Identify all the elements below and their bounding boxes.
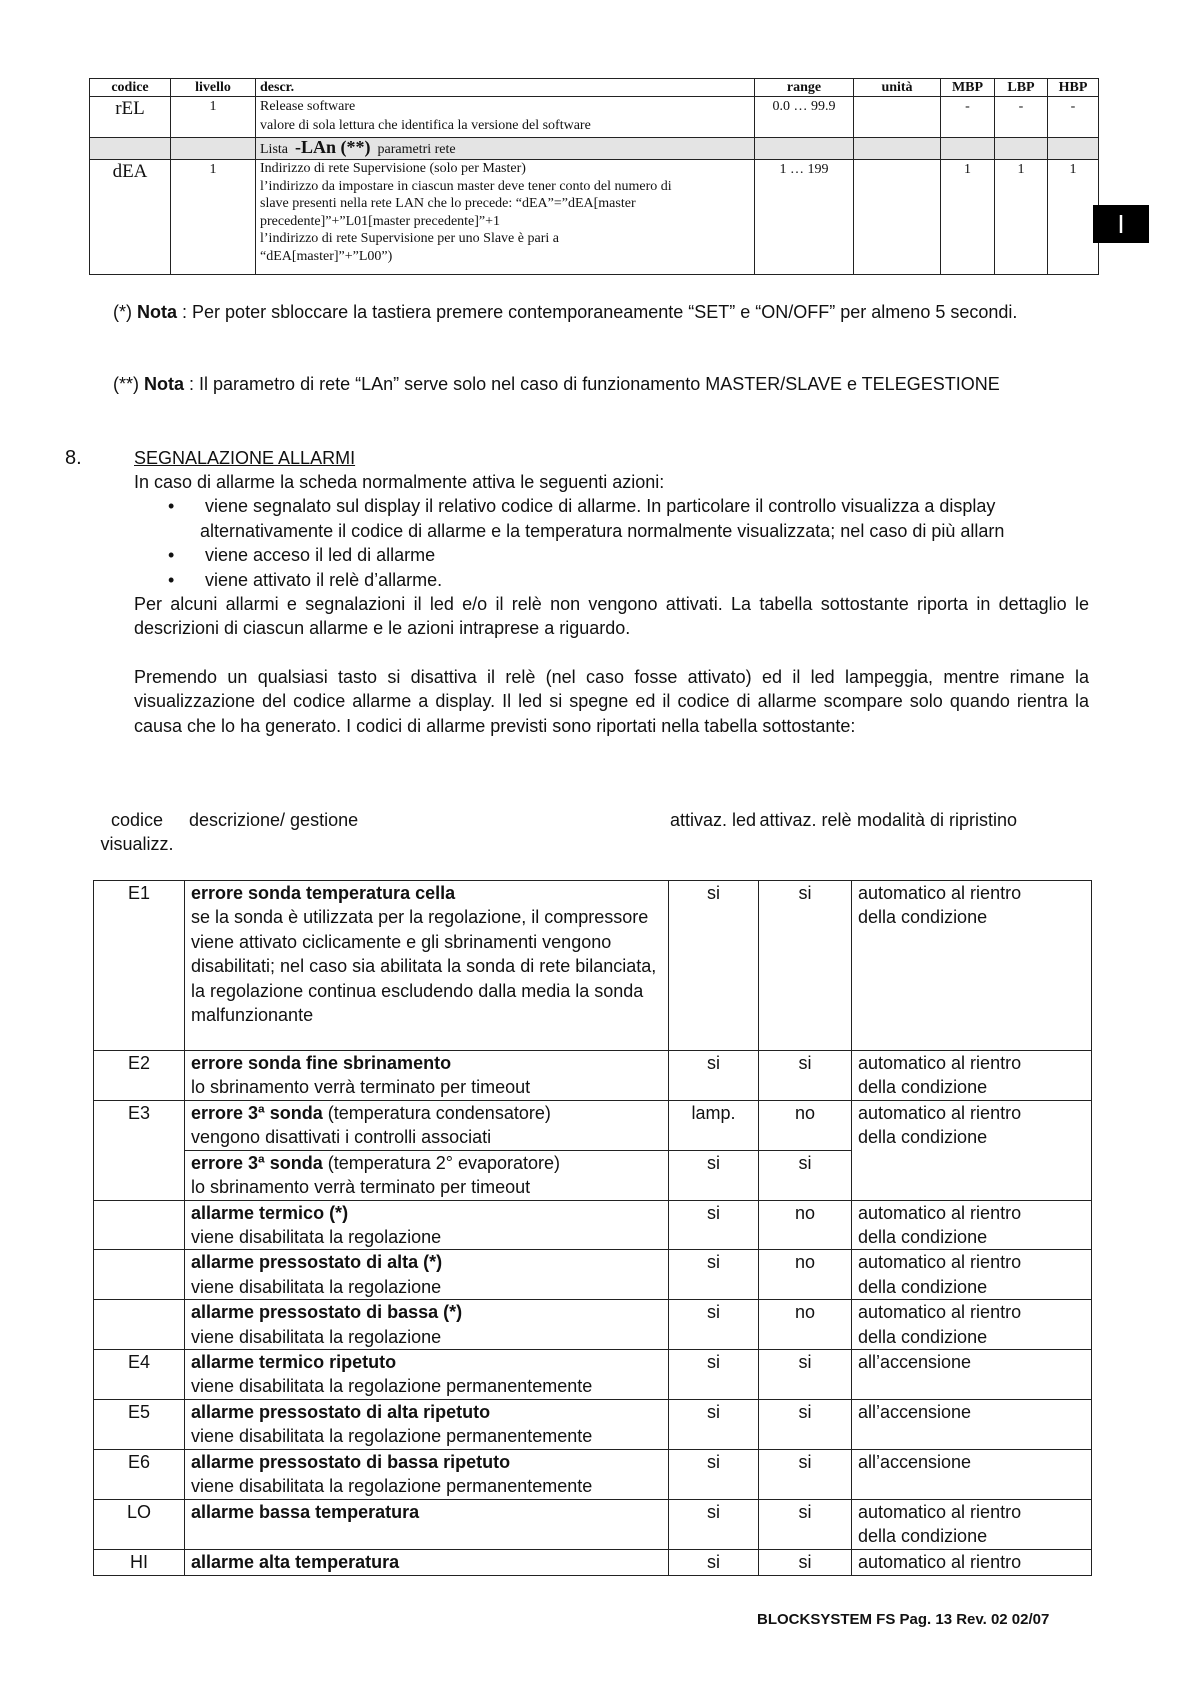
alarm-reset-mode: automatico al rientro <box>852 1549 1092 1575</box>
alarm-rele: si <box>759 881 852 1051</box>
alarm-led: si <box>669 1350 759 1400</box>
alarm-title: allarme termico ripetuto <box>191 1352 397 1373</box>
table-row <box>94 1449 1092 1499</box>
alarm-description <box>185 1250 669 1300</box>
alarm-led: lamp. <box>669 1100 759 1150</box>
param-hbp: 1 <box>1048 160 1099 275</box>
table-row <box>90 160 1099 275</box>
alarm-led: si <box>669 1449 759 1499</box>
alarm-handling: lo sbrinamento verrà terminato per timeout <box>191 1077 531 1098</box>
parameter-table <box>89 78 1099 275</box>
alarm-title: errore sonda fine sbrinamento <box>191 1053 452 1073</box>
parameter-table-header <box>90 79 1099 97</box>
alarm-reset-mode: automatico al rientro della condizione <box>852 1499 1092 1549</box>
alarm-reset-mode: all’accensione <box>852 1399 1092 1449</box>
description-line: Indirizzo di rete Supervisione (solo per Master) <box>260 161 526 176</box>
alarm-rele: no <box>759 1200 852 1250</box>
alarm-rele: si <box>759 1499 852 1549</box>
group-suffix: parametri rete <box>377 142 456 157</box>
alarm-reset-mode: automatico al rientro della condizione <box>852 1100 1092 1200</box>
alarm-handling: viene disabilitata la regolazione permanentemente <box>191 1476 593 1497</box>
header-livello: livello <box>171 79 256 97</box>
alarm-handling: viene disabilitata la regolazione permanentemente <box>191 1376 593 1397</box>
alarm-description <box>185 1200 669 1250</box>
alarm-description <box>185 1350 669 1400</box>
alarm-reset-mode: automatico al rientro della condizione <box>852 1051 1092 1101</box>
paragraph: Per alcuni allarmi e segnalazioni il led e/o il relè non vengono attivati. La tabella sottostante riporta in dettaglio le descrizioni di ciascun allarme e le azioni intraprese a riguardo. <box>134 594 1089 639</box>
alarm-description <box>185 1399 669 1449</box>
note-label: Nota <box>144 374 185 394</box>
note-lan-parameter <box>113 372 1073 396</box>
param-mbp: - <box>941 97 995 138</box>
header-lbp: LBP <box>995 79 1048 97</box>
note-keyboard-unlock <box>113 300 1073 324</box>
alarm-rele: si <box>759 1051 852 1101</box>
alarm-rele: si <box>759 1549 852 1575</box>
table-row <box>94 1100 1092 1150</box>
alarm-code <box>94 1300 185 1350</box>
table-row <box>94 1499 1092 1549</box>
note-text: : Il parametro di rete “LAn” serve solo nel caso di funzionamento MASTER/SLAVE e TELEGESTIONE <box>189 374 1000 394</box>
alarm-title: allarme pressostato di bassa (*) <box>191 1302 463 1323</box>
alarm-rele: no <box>759 1100 852 1150</box>
action-list <box>134 494 1089 592</box>
alarm-led: si <box>669 1200 759 1250</box>
alarm-description <box>185 1100 669 1150</box>
section-number: 8. <box>65 447 82 469</box>
alarm-code: LO <box>94 1499 185 1549</box>
param-description <box>256 97 755 138</box>
alarm-description <box>185 1499 669 1549</box>
group-row <box>90 138 1099 160</box>
alarm-rele: si <box>759 1399 852 1449</box>
description-line: l’indirizzo di rete Supervisione per uno Slave è pari a <box>260 231 559 246</box>
header-reset: modalità di ripristino <box>857 810 1018 830</box>
param-range: 1 … 199 <box>755 160 854 275</box>
list-item <box>134 494 1169 543</box>
alarm-handling: se la sonda è utilizzata per la regolazione, il compressore viene attivato ciclicamente e gli sbrinamenti vengono disabilitati; nel caso sia abilitata la sonda di rete bilanciata, la regolazione continua escludendo dalla media la sonda malfunzionante <box>191 907 657 1026</box>
list-item: • viene attivato il relè d’allarme. <box>134 568 1095 592</box>
alarm-led: si <box>669 881 759 1051</box>
alarm-code <box>94 1200 185 1250</box>
alarm-rele: si <box>759 1150 852 1200</box>
param-unit <box>854 160 941 275</box>
alarm-reset-mode: automatico al rientro della condizione <box>852 1300 1092 1350</box>
section-tab-marker: I <box>1093 205 1149 243</box>
group-prefix: Lista <box>260 142 288 157</box>
alarm-description <box>185 1300 669 1350</box>
group-label <box>256 138 755 160</box>
table-row <box>94 1300 1092 1350</box>
alarm-code: E6 <box>94 1449 185 1499</box>
param-description <box>256 160 755 275</box>
note-prefix: (*) <box>113 302 132 322</box>
alarm-led: si <box>669 1150 759 1200</box>
alarm-title: allarme bassa temperatura <box>191 1501 420 1522</box>
header-unita: unità <box>854 79 941 97</box>
alarm-handling: viene disabilitata la regolazione <box>191 1326 442 1347</box>
paragraph: Premendo un qualsiasi tasto si disattiva il relè (nel caso fosse attivato) ed il led lampeggia, mentre rimane la visualizzazione del codice allarme a display. Il led si spegne ed il codice di allarme scompare solo quando rientra la causa che lo ha generato. I codici di allarme previsti sono riportati nella tabella sottostante: <box>134 666 1089 736</box>
table-row <box>94 1250 1092 1300</box>
alarm-rele: si <box>759 1350 852 1400</box>
note-label: Nota <box>137 302 178 322</box>
table-row <box>94 881 1092 1051</box>
alarm-reset-mode: automatico al rientro della condizione <box>852 1250 1092 1300</box>
alarm-code: E5 <box>94 1399 185 1449</box>
table-row <box>94 1399 1092 1449</box>
list-item-text: alternativamente il codice di allarme e la temperatura normalmente visualizzata; nel caso di più allarn <box>200 520 1005 541</box>
note-text: : Per poter sbloccare la tastiera premere contemporaneamente “SET” e “ON/OFF” per almeno 5 secondi. <box>182 302 1018 322</box>
param-lbp: - <box>995 97 1048 138</box>
param-unit <box>854 97 941 138</box>
table-row <box>94 1200 1092 1250</box>
header-mbp: MBP <box>941 79 995 97</box>
section-title: SEGNALAZIONE ALLARMI <box>134 448 356 468</box>
alarm-title: allarme alta temperatura <box>191 1551 400 1572</box>
section-intro: In caso di allarme la scheda normalmente attiva le seguenti azioni: <box>134 472 665 492</box>
group-name: -LAn (**) <box>295 137 371 157</box>
table-row <box>94 1350 1092 1400</box>
alarm-title: allarme pressostato di alta ripetuto <box>191 1401 491 1422</box>
description-line: l’indirizzo da impostare in ciascun master deve tener conto del numero di <box>260 178 672 194</box>
alarm-led: si <box>669 1399 759 1449</box>
list-item: • viene acceso il led di allarme <box>134 543 1095 567</box>
header-hbp: HBP <box>1048 79 1099 97</box>
alarm-description <box>185 881 669 1051</box>
description-line: Release software <box>260 99 356 114</box>
alarm-led: si <box>669 1051 759 1101</box>
param-lbp: 1 <box>995 160 1048 275</box>
alarm-handling: viene disabilitata la regolazione permanentemente <box>191 1426 593 1447</box>
alarm-title: allarme termico (*) <box>191 1202 349 1223</box>
table-row <box>94 1549 1092 1575</box>
alarm-led: si <box>669 1300 759 1350</box>
alarm-handling: viene disabilitata la regolazione <box>191 1276 442 1297</box>
description-line: slave presenti nella rete LAN che lo precede: “dEA”=”dEA[master <box>260 196 636 211</box>
alarm-reset-mode: automatico al rientro della condizione <box>852 881 1092 1051</box>
alarm-title-detail: (temperatura condensatore) <box>322 1102 551 1123</box>
alarm-code: E2 <box>94 1051 185 1101</box>
alarm-rele: no <box>759 1250 852 1300</box>
alarm-description <box>185 1449 669 1499</box>
alarm-code: HI <box>94 1549 185 1575</box>
description-line: valore di sola lettura che identifica la versione del software <box>260 118 591 133</box>
description-line: “dEA[master]”+”L00”) <box>260 248 393 264</box>
alarm-code: E4 <box>94 1350 185 1400</box>
header-led: attivaz. led <box>669 810 757 830</box>
alarm-title-detail: (temperatura 2° evaporatore) <box>322 1152 561 1173</box>
alarm-title: allarme pressostato di alta (*) <box>191 1252 443 1273</box>
alarm-led: si <box>669 1250 759 1300</box>
alarm-led: si <box>669 1549 759 1575</box>
alarm-title: errore 3ª sonda <box>191 1152 323 1173</box>
header-range: range <box>755 79 854 97</box>
alarm-handling: vengono disattivati i controlli associati <box>191 1127 492 1148</box>
alarm-title: errore sonda temperatura cella <box>191 883 456 903</box>
param-code: rEL <box>90 97 171 138</box>
header-codice: codice <box>90 79 171 97</box>
alarm-table <box>93 880 1092 1576</box>
header-description: descrizione/ gestione <box>189 810 359 830</box>
param-level: 1 <box>171 160 256 275</box>
param-code: dEA <box>90 160 171 275</box>
table-row <box>94 1051 1092 1101</box>
alarm-description <box>185 1150 669 1200</box>
alarm-description <box>185 1051 669 1101</box>
alarm-description <box>185 1549 669 1575</box>
header-code: codice visualizz. <box>100 810 174 855</box>
header-rele: attivaz. relè <box>759 810 852 830</box>
alarm-code: E3 <box>94 1100 185 1200</box>
param-level: 1 <box>171 97 256 138</box>
page-footer: BLOCKSYSTEM FS Pag. 13 Rev. 02 02/07 <box>757 1611 1050 1628</box>
param-range: 0.0 … 99.9 <box>755 97 854 138</box>
description-line: precedente]”+”L01[master precedente]”+1 <box>260 213 501 229</box>
alarm-reset-mode: automatico al rientro della condizione <box>852 1200 1092 1250</box>
header-descr: descr. <box>256 79 755 97</box>
alarm-rele: si <box>759 1449 852 1499</box>
list-item-text: viene segnalato sul display il relativo codice di allarme. In particolare il controllo visualizza a display <box>205 496 996 517</box>
alarm-handling: viene disabilitata la regolazione <box>191 1227 442 1248</box>
alarm-code: E1 <box>94 881 185 1051</box>
table-row <box>90 97 1099 138</box>
alarm-rele: no <box>759 1300 852 1350</box>
note-prefix: (**) <box>113 374 139 394</box>
section-body <box>134 470 1089 738</box>
alarm-title: errore 3ª sonda <box>191 1102 323 1123</box>
alarm-reset-mode: all’accensione <box>852 1449 1092 1499</box>
param-mbp: 1 <box>941 160 995 275</box>
alarm-code <box>94 1250 185 1300</box>
alarm-led: si <box>669 1499 759 1549</box>
alarm-handling: lo sbrinamento verrà terminato per timeout <box>191 1177 531 1198</box>
alarm-reset-mode: all’accensione <box>852 1350 1092 1400</box>
param-hbp: - <box>1048 97 1099 138</box>
alarm-title: allarme pressostato di bassa ripetuto <box>191 1451 511 1472</box>
